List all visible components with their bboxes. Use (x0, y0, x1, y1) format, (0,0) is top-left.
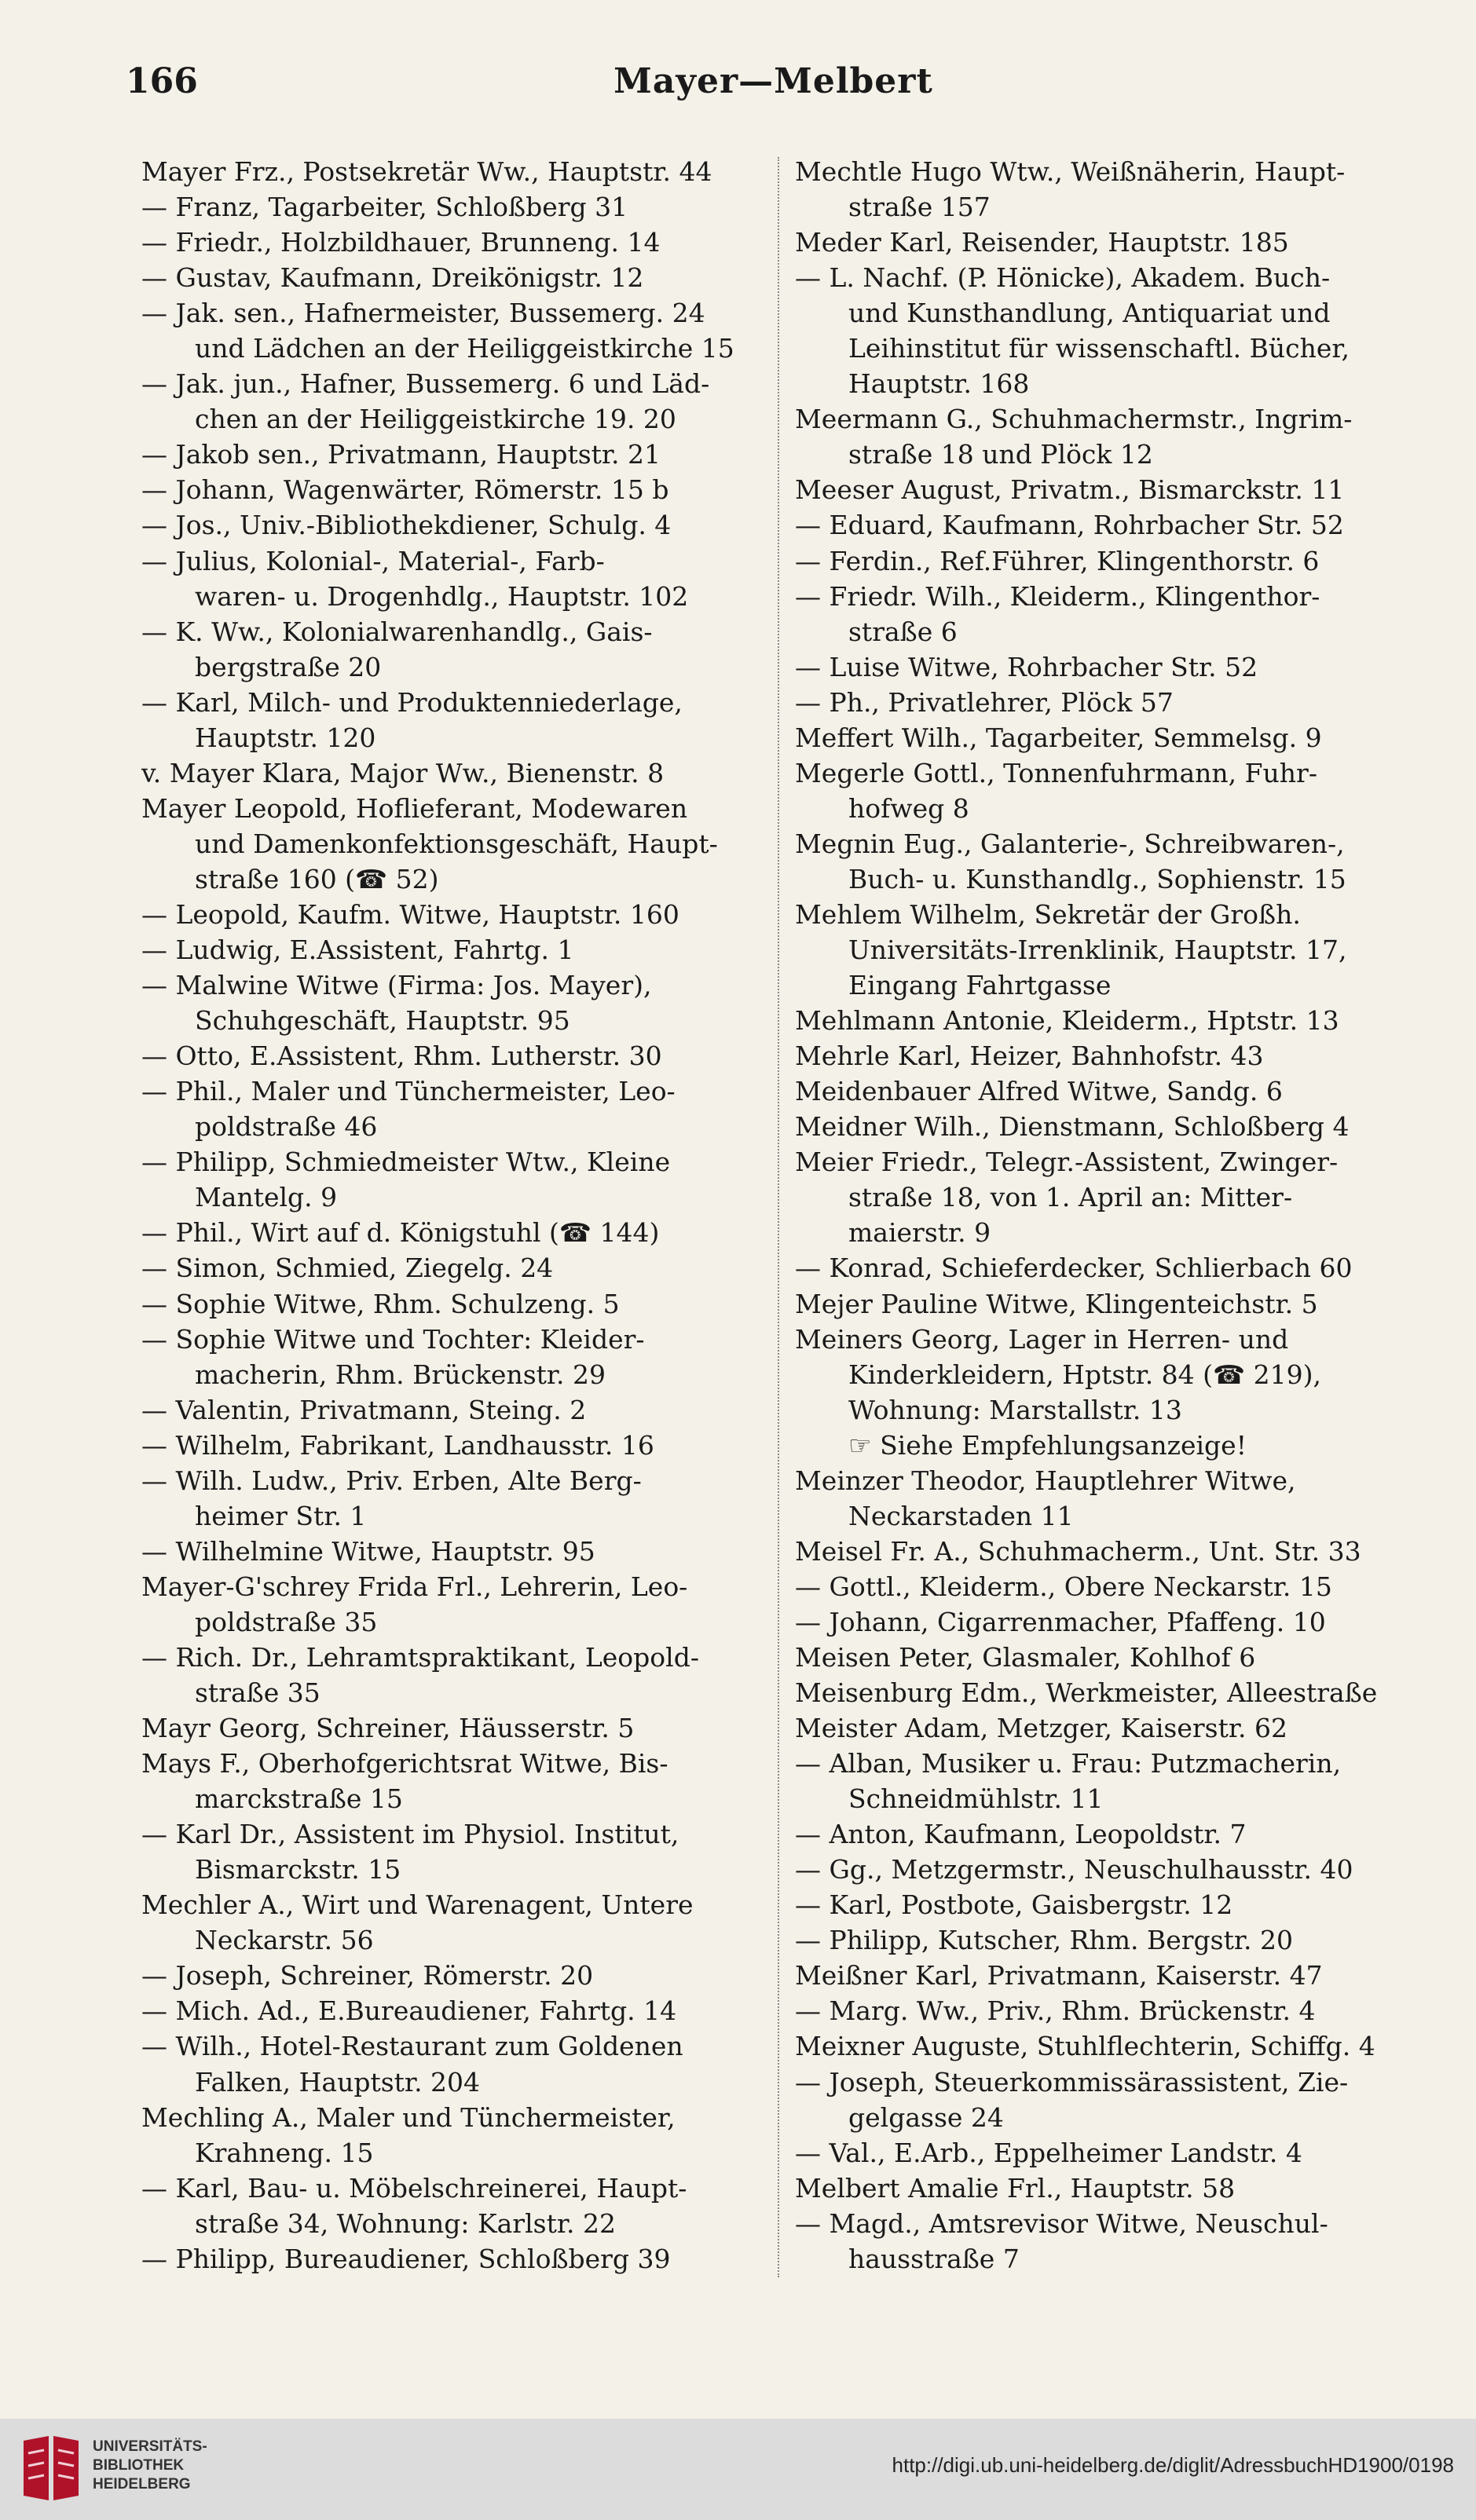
directory-entry-line: Mechtle Hugo Wtw., Weißnäherin, Haupt- (795, 156, 1346, 187)
directory-entry-line: Megnin Eug., Galanterie-, Schreibwaren-, (795, 828, 1345, 859)
directory-entry-line: — Jak. jun., Hafner, Bussemerg. 6 und Läd- (141, 368, 710, 400)
directory-entry-line: — Leopold, Kaufm. Witwe, Hauptstr. 160 (141, 898, 679, 930)
library-name-line3: HEIDELBERG (93, 2476, 191, 2493)
directory-entry-line: — Wilhelmine Witwe, Hauptstr. 95 (141, 1535, 595, 1567)
directory-entry-line: — Gottl., Kleiderm., Obere Neckarstr. 15 (795, 1571, 1332, 1602)
directory-entry-line: — Ferdin., Ref.Führer, Klingenthorstr. 6 (795, 545, 1320, 576)
directory-entry-line: — Phil., Maler und Tünchermeister, Leo- (141, 1076, 676, 1107)
directory-entry-line: Wohnung: Marstallstr. 13 (848, 1394, 1182, 1425)
directory-entry-line: straße 35 (195, 1677, 320, 1709)
directory-entry-line: straße 6 (848, 616, 958, 647)
directory-entry-line: Mayr Georg, Schreiner, Häusserstr. 5 (141, 1713, 635, 1744)
directory-entry-line: — Joseph, Schreiner, Römerstr. 20 (141, 1960, 594, 1991)
directory-entry-line: Mays F., Oberhofgerichtsrat Witwe, Bis- (141, 1748, 668, 1779)
directory-entry-line: — Malwine Witwe (Firma: Jos. Mayer), (141, 970, 652, 1001)
directory-entry-line: — Anton, Kaufmann, Leopoldstr. 7 (795, 1819, 1247, 1850)
directory-entry-line: bergstraße 20 (195, 651, 382, 682)
directory-entry-line: Meier Friedr., Telegr.-Assistent, Zwinger- (795, 1147, 1339, 1178)
directory-entry-line: — Valentin, Privatmann, Steing. 2 (141, 1394, 587, 1425)
right-column (795, 154, 1419, 2277)
directory-entry-line: — Wilhelm, Fabrikant, Landhausstr. 16 (141, 1429, 654, 1461)
directory-entry-line: ☞ Siehe Empfehlungsanzeige! (848, 1429, 1247, 1461)
directory-entry-line: hofweg 8 (848, 792, 969, 824)
directory-entry-line: — Otto, E.Assistent, Rhm. Lutherstr. 30 (141, 1041, 662, 1072)
directory-entry-line: und Damenkonfektionsgeschäft, Haupt- (195, 828, 718, 859)
directory-entry-line: — Eduard, Kaufmann, Rohrbacher Str. 52 (795, 510, 1344, 541)
directory-entry-line: Neckarstaden 11 (848, 1500, 1074, 1531)
directory-entry-line: Meister Adam, Metzger, Kaiserstr. 62 (795, 1713, 1287, 1744)
directory-entry-line: Schneidmühlstr. 11 (848, 1783, 1104, 1815)
directory-entry-line: hausstraße 7 (848, 2243, 1020, 2274)
directory-entry-line: straße 157 (848, 192, 991, 223)
directory-entry-line: — Jos., Univ.-Bibliothekdiener, Schulg. 4 (141, 510, 672, 541)
directory-entry-line: — Rich. Dr., Lehramtspraktikant, Leopold- (141, 1641, 699, 1673)
directory-entry-line: heimer Str. 1 (195, 1500, 367, 1531)
directory-entry-line: — Friedr., Holzbildhauer, Brunneng. 14 (141, 227, 661, 258)
directory-entry-line: Mayer Leopold, Hoflieferant, Modewaren (141, 792, 688, 824)
directory-entry-line: — Karl, Milch- und Produktenniederlage, (141, 686, 683, 718)
directory-entry-line: poldstraße 35 (195, 1606, 378, 1637)
directory-entry-line: — Alban, Musiker u. Frau: Putzmacherin, (795, 1748, 1342, 1779)
directory-entry-line: Meermann G., Schuhmachermstr., Ingrim- (795, 404, 1353, 435)
directory-entry-line: — Gustav, Kaufmann, Dreikönigstr. 12 (141, 262, 644, 294)
directory-entry-line: marckstraße 15 (195, 1783, 403, 1815)
running-title: Mayer—Melbert (613, 61, 933, 101)
directory-entry-line: — Philipp, Bureaudiener, Schloßberg 39 (141, 2243, 671, 2274)
directory-entry-line: — Mich. Ad., E.Bureaudiener, Fahrtg. 14 (141, 1995, 677, 2027)
directory-entry-line: — Magd., Amtsrevisor Witwe, Neuschul- (795, 2207, 1328, 2239)
directory-entry-line: Schuhgeschäft, Hauptstr. 95 (195, 1005, 570, 1037)
directory-entry-line: Meffert Wilh., Tagarbeiter, Semmelsg. 9 (795, 722, 1322, 753)
directory-entry-line: Meinzer Theodor, Hauptlehrer Witwe, (795, 1465, 1296, 1496)
directory-entry-line: — Friedr. Wilh., Kleiderm., Klingenthor- (795, 580, 1320, 612)
left-column (141, 154, 762, 2277)
directory-entry-line: macherin, Rhm. Brückenstr. 29 (195, 1359, 606, 1390)
directory-entry-line: — Luise Witwe, Rohrbacher Str. 52 (795, 651, 1258, 682)
page-header (126, 61, 1421, 116)
directory-entry-line: Hauptstr. 120 (195, 722, 376, 753)
directory-entry-line: Mayer-G'schrey Frida Frl., Lehrerin, Leo- (141, 1571, 688, 1602)
library-name-line2: BIBLIOTHEK (93, 2457, 185, 2474)
directory-entry-line: und Kunsthandlung, Antiquariat und (848, 298, 1331, 329)
library-name-line1: UNIVERSITÄTS- (93, 2438, 207, 2455)
directory-entry-line: straße 18, von 1. April an: Mitter- (848, 1182, 1293, 1213)
directory-entry-line: Mejer Pauline Witwe, Klingenteichstr. 5 (795, 1288, 1318, 1319)
directory-entry-line: — Jakob sen., Privatmann, Hauptstr. 21 (141, 439, 661, 470)
directory-entry-line: — Karl, Bau- u. Möbelschreinerei, Haupt- (141, 2172, 687, 2204)
directory-entry-line: Bismarckstr. 15 (195, 1854, 401, 1885)
directory-entry-line: Mehrle Karl, Heizer, Bahnhofstr. 43 (795, 1041, 1264, 1072)
directory-entry-line: Mechling A., Maler und Tünchermeister, (141, 2101, 676, 2133)
column-divider (778, 157, 779, 2277)
page-number: 166 (126, 61, 198, 101)
directory-entry-line: Meixner Auguste, Stuhlflechterin, Schiffg. 4 (795, 2031, 1375, 2062)
footer-bar (0, 2419, 1476, 2520)
directory-entry-line: Krahneng. 15 (195, 2137, 374, 2168)
directory-entry-line: straße 18 und Plöck 12 (848, 439, 1153, 470)
directory-entry-line: Neckarstr. 56 (195, 1925, 374, 1956)
directory-entry-line: — Karl, Postbote, Gaisbergstr. 12 (795, 1889, 1233, 1921)
directory-entry-line: — Wilh. Ludw., Priv. Erben, Alte Berg- (141, 1465, 642, 1496)
directory-entry-line: Mehlmann Antonie, Kleiderm., Hptstr. 13 (795, 1005, 1339, 1037)
directory-entry-line: chen an der Heiliggeistkirche 19. 20 (195, 404, 676, 435)
directory-entry-line: Hauptstr. 168 (848, 368, 1030, 400)
directory-entry-line: Kinderkleidern, Hptstr. 84 (☎ 219), (848, 1359, 1321, 1390)
directory-entry-line: Meisen Peter, Glasmaler, Kohlhof 6 (795, 1641, 1256, 1673)
directory-entry-line: Mayer Frz., Postsekretär Ww., Hauptstr. 44 (141, 156, 712, 187)
directory-entry-line: — Ludwig, E.Assistent, Fahrtg. 1 (141, 934, 574, 966)
directory-entry-line: Megerle Gottl., Tonnenfuhrmann, Fuhr- (795, 757, 1317, 788)
directory-entry-line: — Philipp, Schmiedmeister Wtw., Kleine (141, 1147, 671, 1178)
directory-entry-line: — Phil., Wirt auf d. Königstuhl (☎ 144) (141, 1217, 660, 1249)
directory-entry-line: Meeser August, Privatm., Bismarckstr. 11 (795, 474, 1345, 506)
directory-entry-line: Mehlem Wilhelm, Sekretär der Großh. (795, 898, 1301, 930)
directory-entry-line: — Gg., Metzgermstr., Neuschulhausstr. 40 (795, 1854, 1353, 1885)
directory-entry-line: Universitäts-Irrenklinik, Hauptstr. 17, (848, 934, 1347, 966)
directory-entry-line: — Johann, Cigarrenmacher, Pfaffeng. 10 (795, 1606, 1326, 1637)
directory-entry-line: poldstraße 46 (195, 1111, 378, 1143)
directory-entry-line: — Wilh., Hotel-Restaurant zum Goldenen (141, 2031, 683, 2062)
library-name (93, 2438, 207, 2494)
directory-entry-line: Meisenburg Edm., Werkmeister, Alleestraße (795, 1677, 1378, 1709)
directory-entry-line: Buch- u. Kunsthandlg., Sophienstr. 15 (848, 863, 1346, 894)
directory-entry-line: — Val., E.Arb., Eppelheimer Landstr. 4 (795, 2137, 1302, 2168)
directory-entry-line: — Philipp, Kutscher, Rhm. Bergstr. 20 (795, 1925, 1293, 1956)
directory-entry-line: Meder Karl, Reisender, Hauptstr. 185 (795, 227, 1289, 258)
directory-entry-line: — Franz, Tagarbeiter, Schloßberg 31 (141, 192, 628, 223)
source-url-link[interactable]: http://digi.ub.uni-heidelberg.de/diglit/AdressbuchHD1900/0198 (892, 2453, 1454, 2477)
directory-entry-line: Melbert Amalie Frl., Hauptstr. 58 (795, 2172, 1236, 2204)
directory-entry-line: — L. Nachf. (P. Hönicke), Akadem. Buch- (795, 262, 1331, 294)
directory-entry-line: Eingang Fahrtgasse (848, 970, 1112, 1001)
directory-entry-line: Meidenbauer Alfred Witwe, Sandg. 6 (795, 1076, 1283, 1107)
directory-entry-line: maierstr. 9 (848, 1217, 991, 1249)
directory-entry-line: — Joseph, Steuerkommissärassistent, Zie- (795, 2066, 1349, 2098)
directory-entry-line: Leihinstitut für wissenschaftl. Bücher, (848, 333, 1350, 364)
directory-entry-line: Meidner Wilh., Dienstmann, Schloßberg 4 (795, 1111, 1350, 1143)
directory-entry-line: — Jak. sen., Hafnermeister, Bussemerg. 24 (141, 298, 705, 329)
directory-entry-line: — K. Ww., Kolonialwarenhandlg., Gais- (141, 616, 653, 647)
directory-entry-line: Mechler A., Wirt und Warenagent, Untere (141, 1889, 694, 1921)
directory-entry-line: — Ph., Privatlehrer, Plöck 57 (795, 686, 1174, 718)
directory-entry-line: Mantelg. 9 (195, 1182, 338, 1213)
directory-entry-line: — Karl Dr., Assistent im Physiol. Institut, (141, 1819, 679, 1850)
directory-entry-line: Falken, Hauptstr. 204 (195, 2066, 481, 2098)
library-logo-icon[interactable] (17, 2433, 85, 2505)
directory-entry-line: waren- u. Drogenhdlg., Hauptstr. 102 (195, 580, 689, 612)
directory-entry-line: — Konrad, Schieferdecker, Schlierbach 60 (795, 1253, 1353, 1284)
directory-entry-line: Meiners Georg, Lager in Herren- und (795, 1323, 1289, 1355)
directory-entry-line: — Sophie Witwe, Rhm. Schulzeng. 5 (141, 1288, 620, 1319)
directory-entry-line: straße 160 (☎ 52) (195, 863, 439, 894)
directory-entry-line: Meißner Karl, Privatmann, Kaiserstr. 47 (795, 1960, 1323, 1991)
directory-entry-line: — Marg. Ww., Priv., Rhm. Brückenstr. 4 (795, 1995, 1316, 2027)
directory-entry-line: — Simon, Schmied, Ziegelg. 24 (141, 1253, 554, 1284)
directory-entry-line: v. Mayer Klara, Major Ww., Bienenstr. 8 (141, 757, 665, 788)
directory-entry-line: gelgasse 24 (848, 2101, 1004, 2133)
directory-entry-line: Meisel Fr. A., Schuhmacherm., Unt. Str. 33 (795, 1535, 1361, 1567)
directory-entry-line: — Sophie Witwe und Tochter: Kleider- (141, 1323, 645, 1355)
directory-entry-line: — Julius, Kolonial-, Material-, Farb- (141, 545, 605, 576)
directory-entry-line: — Johann, Wagenwärter, Römerstr. 15 b (141, 474, 669, 506)
directory-entry-line: und Lädchen an der Heiliggeistkirche 15 (195, 333, 734, 364)
directory-entry-line: straße 34, Wohnung: Karlstr. 22 (195, 2207, 616, 2239)
